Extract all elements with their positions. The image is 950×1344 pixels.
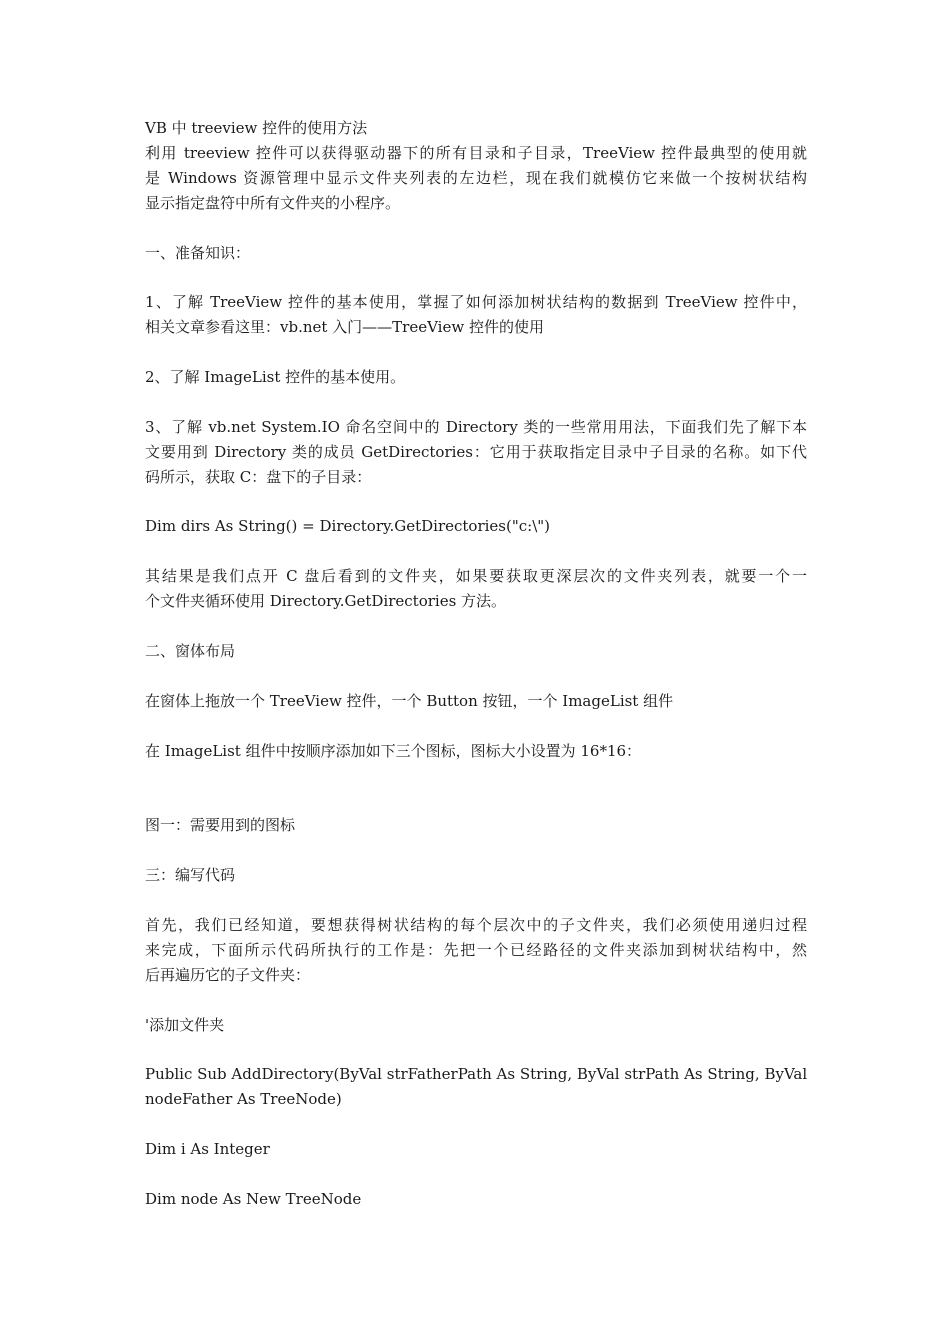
figure-caption: 图一：需要用到的图标 — [145, 816, 296, 834]
code-dim-node: Dim node As New TreeNode — [145, 1190, 362, 1208]
item-2: 2、了解 ImageList 控件的基本使用。 — [145, 368, 406, 386]
code-intro-line-1: 首先，我们已经知道，要想获得树状结构的每个层次中的子文件夹，我们必须使用递归过程 — [145, 916, 807, 934]
item-1-line-1: 1、了解 TreeView 控件的基本使用，掌握了如何添加树状结构的数据到 TreeView 控件中， — [145, 293, 807, 311]
section-1-heading: 一、准备知识： — [145, 244, 251, 262]
item-3-line-1: 3、了解 vb.net System.IO 命名空间中的 Directory 类的一些常用用法，下面我们先了解下本 — [145, 418, 807, 436]
intro-line-3: 显示指定盘符中所有文件夹的小程序。 — [145, 194, 401, 212]
document-title: VB 中 treeview 控件的使用方法 — [145, 119, 368, 137]
section-3-heading: 三：编写代码 — [145, 866, 236, 884]
comment-add-folder: '添加文件夹 — [145, 1016, 225, 1034]
item-3-line-3: 码所示，获取 C：盘下的子目录： — [145, 468, 372, 486]
result-line-1: 其结果是我们点开 C 盘后看到的文件夹，如果要获取更深层次的文件夹列表，就要一个一 — [145, 567, 807, 585]
code-get-directories: Dim dirs As String() = Directory.GetDirectories("c:\") — [145, 517, 551, 535]
section-2-heading: 二、窗体布局 — [145, 642, 236, 660]
code-intro-line-3: 后再遍历它的子文件夹： — [145, 966, 311, 984]
sub-signature-line-2: nodeFather As TreeNode) — [145, 1090, 342, 1108]
intro-line-1: 利用 treeview 控件可以获得驱动器下的所有目录和子目录，TreeView 控件最典型的使用就 — [145, 144, 807, 162]
sub-signature-line-1: Public Sub AddDirectory(ByVal strFatherPath As String, ByVal strPath As String, ByVal — [145, 1065, 808, 1083]
item-3-line-2: 文要用到 Directory 类的成员 GetDirectories：它用于获取指定目录中子目录的名称。如下代 — [145, 443, 807, 461]
item-1-line-2: 相关文章参看这里：vb.net 入门——TreeView 控件的使用 — [145, 318, 544, 336]
layout-paragraph-1: 在窗体上拖放一个 TreeView 控件，一个 Button 按钮，一个 ImageList 组件 — [145, 692, 674, 710]
result-line-2: 个文件夹循环使用 Directory.GetDirectories 方法。 — [145, 592, 507, 610]
intro-line-2: 是 Windows 资源管理中显示文件夹列表的左边栏，现在我们就模仿它来做一个按树状结构 — [145, 169, 807, 187]
layout-paragraph-2: 在 ImageList 组件中按顺序添加如下三个图标，图标大小设置为 16*16： — [145, 742, 642, 760]
code-dim-i: Dim i As Integer — [145, 1140, 270, 1158]
code-intro-line-2: 来完成，下面所示代码所执行的工作是：先把一个已经路径的文件夹添加到树状结构中，然 — [145, 941, 807, 959]
